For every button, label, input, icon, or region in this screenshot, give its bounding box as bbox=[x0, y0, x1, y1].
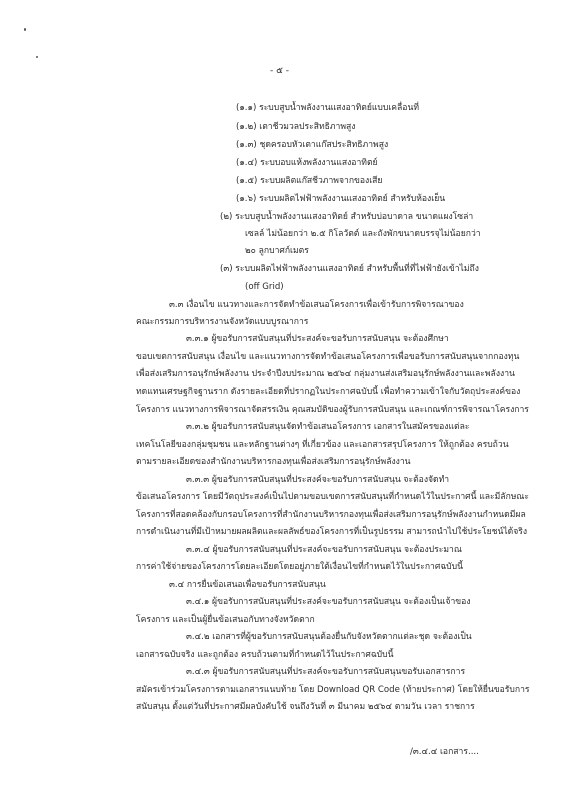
text-line: (๑.๒) เตาชีวมวลประสิทธิภาพสูง bbox=[236, 122, 356, 132]
text-line: เทคโนโลยีของกลุ่มชุมชน และหลักฐานต่างๆ ที่เกี่ยวข้อง และเอกสารสรุปโครงการ ให้ถูกต้อง ครบถ้วน bbox=[136, 440, 509, 450]
text-line: ๒๐ ลูกบาศก์เมตร bbox=[245, 246, 309, 256]
text-line: เซลล์ ไม่น้อยกว่า ๒.๕ กิโลวัตต์ และถังพักขนาดบรรจุไม่น้อยกว่า bbox=[245, 229, 481, 239]
text-line: (๑.๑) ระบบสูบน้ำพลังงานแสงอาทิตย์แบบเคลื่อนที่ bbox=[236, 103, 419, 113]
scan-speck bbox=[24, 28, 26, 31]
text-line: ๓.๔.๓ ผู้ขอรับการสนับสนุนที่ประสงค์จะขอรับการสนับสนุนขอรับเอกสารการ bbox=[186, 667, 466, 677]
text-line: คณะกรรมการบริหารงานจังหวัดแบบบูรณาการ bbox=[136, 317, 309, 327]
text-line: ทดแทนเศรษฐกิจฐานราก ดังรายละเอียดที่ปรากฏในประกาศฉบับนี้ เพื่อทำความเข้าใจกับวัตถุประสงค์ของ bbox=[136, 387, 521, 397]
text-line: ๓.๓.๑ ผู้ขอรับการสนับสนุนที่ประสงค์จะขอรับการสนับสนุน จะต้องศึกษา bbox=[186, 334, 449, 344]
text-line: (๑.๓) ชุดครอบหัวเตาแก๊สประสิทธิภาพสูง bbox=[236, 140, 389, 150]
section-heading: ๓.๔ การยื่นข้อเสนอเพื่อขอรับการสนับสนุน bbox=[169, 580, 326, 590]
text-line: (๑.๖) ระบบผลิตไฟฟ้าพลังงานแสงอาทิตย์ สำหรับห้องเย็น bbox=[236, 194, 446, 204]
text-line: โครงการ และเป็นผู้ยื่นข้อเสนอกับทางจังหวัดตาก bbox=[136, 615, 315, 625]
text-line: เพื่อส่งเสริมการอนุรักษ์พลังงาน ประจำปีงบประมาณ ๒๕๖๔ กลุ่มงานส่งเสริมอนุรักษ์พลังงานและพลังงาน bbox=[136, 369, 515, 379]
text-line: ข้อเสนอโครงการ โดยมีวัตถุประสงค์เป็นไปตามขอบเขตการสนับสนุนที่กำหนดไว้ในประกาศนี้ และมีลักษณะ bbox=[136, 492, 530, 502]
text-line: (๑.๕) ระบบผลิตแก๊สชีวภาพจากของเสีย bbox=[236, 176, 383, 186]
text-line: สมัครเข้าร่วมโครงการตามเอกสารแนบท้าย โดย Download QR Code (ท้ายประกาศ) โดยให้ยื่นขอรับการ bbox=[136, 685, 530, 695]
text-line: การค่าใช้จ่ายของโครงการโดยละเอียดโดยอยู่ภายใต้เงื่อนไขที่กำหนดไว้ในประกาศฉบับนี้ bbox=[136, 562, 463, 572]
text-line: ๓.๓.๔ ผู้ขอรับการสนับสนุนที่ประสงค์จะขอรับการสนับสนุน จะต้องประมาณ bbox=[186, 545, 462, 555]
text-line: (๑.๔) ระบบอบแห้งพลังงานแสงอาทิตย์ bbox=[236, 158, 378, 168]
text-line: โครงการที่สอดคล้องกับกรอบโครงการที่สำนักงานบริหารกองทุนเพื่อส่งเสริมการอนุรักษ์พลังงานกำหนดมีผล bbox=[136, 510, 526, 520]
text-line: ๓.๔.๑ ผู้ขอรับการสนับสนุนที่ประสงค์จะขอรับการสนับสนุน จะต้องเป็นเจ้าของ bbox=[186, 597, 471, 607]
text-line: (๓) ระบบผลิตไฟฟ้าพลังงานแสงอาทิตย์ สำหรับพื้นที่ที่ไฟฟ้ายังเข้าไม่ถึง bbox=[220, 264, 479, 274]
text-line: ตามรายละเอียดของสำนักงานบริหารกองทุนเพื่อส่งเสริมการอนุรักษ์พลังงาน bbox=[136, 457, 411, 467]
text-line: การดำเนินงานที่มีเป้าหมายผลผลิตและผลลัพธ์ของโครงการที่เป็นรูปธรรม สามารถนำไปใช้ประโยชน์ได้จริง bbox=[136, 527, 528, 537]
section-heading: ๓.๓ เงื่อนไข แนวทางและการจัดทำข้อเสนอโครงการเพื่อเข้ารับการพิจารณาของ bbox=[169, 300, 464, 310]
text-line: ๓.๔.๒ เอกสารที่ผู้ขอรับการสนับสนุนต้องยื่นกับจังหวัดตากแต่ละชุด จะต้องเป็น bbox=[186, 632, 472, 642]
continuation-note: /๓.๔.๔ เอกสาร.... bbox=[410, 747, 479, 757]
page-number: - ๕ - bbox=[270, 66, 290, 76]
text-line: (๒) ระบบสูบน้ำพลังงานแสงอาทิตย์ สำหรับบ่อบาดาล ขนาดแผงโซล่า bbox=[220, 212, 474, 222]
scan-speck bbox=[36, 56, 38, 58]
text-line: ๓.๓.๓ ผู้ขอรับการสนับสนุนที่ประสงค์จะขอรับการสนับสนุน จะต้องจัดทำ bbox=[186, 475, 450, 485]
text-line: เอกสารฉบับจริง และถูกต้อง ครบถ้วนตามที่กำหนดไว้ในประกาศฉบับนี้ bbox=[136, 650, 394, 660]
text-line: (off Grid) bbox=[245, 282, 284, 292]
text-line: ๓.๓.๒ ผู้ขอรับการสนับสนุนจัดทำข้อเสนอโครงการ เอกสารในสมัครของแต่ละ bbox=[186, 422, 470, 432]
text-line: สนับสนุน ตั้งแต่วันที่ประกาศมีผลบังคับใช้ จนถึงวันที่ ๓ มีนาคม ๒๕๖๔ ตามวัน เวลา ราชการ bbox=[136, 702, 475, 712]
text-line: ขอบเขตการสนับสนุน เงื่อนไข และแนวทางการจัดทำข้อเสนอโครงการเพื่อขอรับการสนับสนุนจากกองทุน bbox=[136, 352, 520, 362]
text-line: โครงการ แนวทางการพิจารณาจัดสรรเงิน คุณสมบัติของผู้รับการสนับสนุน และเกณฑ์การพิจารณาโครงการ bbox=[136, 405, 529, 415]
